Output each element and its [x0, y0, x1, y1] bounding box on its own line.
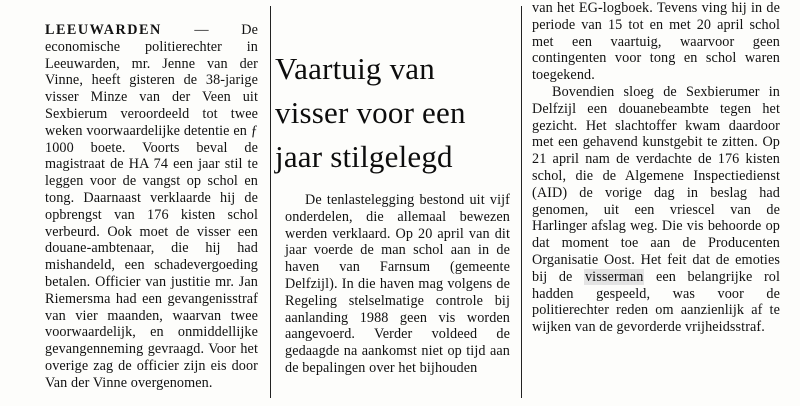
paragraph-2-text-start: Bovendien sloeg de Sexbierumer in Delfzijl een douanebeambte tegen het gezicht. Het slachtoffer kwam daardoor met een gehavend kunstgebit te zitten. Op 21 april nam de verdachte de 176 kisten schol, die de Algemene Inspectiedienst (AID) de vorige dag in beslag had genomen, uit een vriescel van de Harlinger afslag weg. Die vis behoorde op dat moment toe aan de Producenten Organisatie Oost. Het feit dat de emoties bij de [532, 83, 780, 285]
dateline: LEEUWARDEN [45, 22, 162, 38]
column-rule-right [521, 6, 522, 398]
lead-text: — De economische politierechter in Leeuwarden, mr. Jenne van der Vinne, heeft gisteren de 38-jarige visser Minze van der Veen uit Sexbierum veroordeeld tot twee weken voorwaardelijke detentie en ƒ 1000 boete. Voorts beval de magistraat de HA 74 een jaar stil te leggen voor de vangst op schol en tong. Daarnaast verklaarde hij de opbrengst van 176 kisten schol verbeurd. Ook moet de visser een douane-ambtenaar, die hij had mishandeld, een schadevergoeding betalen. Officier van justitie mr. Jan Riemersma had een gevangenisstraf van vier maanden, waarvan twee voorwaardelijk, en onmiddellijke gevangenneming gevraagd. Voor het overige zag de officier zijn eis door Van der Vinne overgenomen. [45, 22, 258, 391]
highlighted-search-term: visserman [584, 268, 644, 285]
paragraph-2-text-end: een belangrijke rol hadden gespeeld, was voor de politierechter reden om aanzienlijk af te wijken van de gevorderde vrijheidsstraf. [532, 268, 781, 336]
article-column-1 [45, 22, 258, 392]
column-rule-left [270, 6, 271, 398]
article-column-3 [532, 0, 780, 336]
column-3-paragraph-1: van het EG-logboek. Tevens ving hij in de periode van 15 tot en met 20 april schol met een vaartuig, waarvoor geen contingenten voor tong en schol waren toegekend. [532, 0, 780, 84]
article-column-2 [285, 192, 510, 377]
lead-paragraph [45, 22, 258, 392]
column-3-paragraph-2 [532, 84, 780, 336]
column-2-paragraph: De tenlastelegging bestond uit vijf onderdelen, die allemaal bewezen werden verklaard. Op 20 april van dit jaar voerde de man schol aan in de haven van Farnsum (gemeente Delfzijl). In die haven mag volgens de Regeling stelselmatige controle bij aanlanding 1988 geen vis worden aangevoerd. Verder voldeed de gedaagde na aankomst niet op tijd aan de bepalingen over het bijhouden [285, 192, 510, 376]
headline: Vaartuig van visser voor een jaar stilgelegd [275, 50, 466, 174]
